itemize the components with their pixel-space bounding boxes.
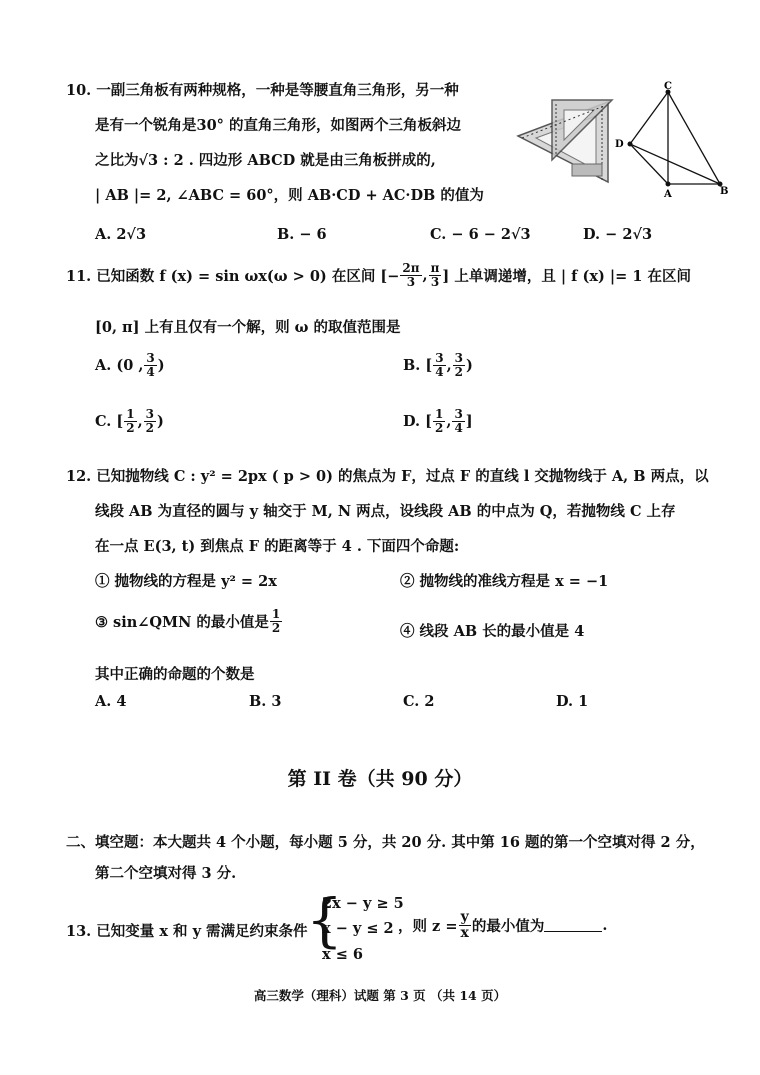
q10-option-d: D. − 2√3 (583, 226, 653, 243)
figure-label-b: B (720, 186, 729, 197)
q12-proposition-4: ④ 线段 AB 长的最小值是 4 (400, 623, 585, 640)
q13-constraint-3: x ≤ 6 (322, 946, 363, 963)
q11-line2: [0, π] 上有且仅有一个解，则 ω 的取值范围是 (95, 319, 401, 336)
q13-brace: { (306, 886, 343, 954)
q12-line1: 12. 已知抛物线 C : y² = 2px ( p > 0) 的焦点为 F，过点 F 的直线 l 交抛物线于 A, B 两点，以 (66, 468, 709, 485)
q10-figure (610, 80, 755, 200)
part2-line2: 第二个空填对得 3 分. (95, 865, 237, 882)
q11-option-a: A. (0 , $\frac{3}{4}$ ) (95, 351, 165, 379)
figure-label-d: D (615, 139, 624, 150)
q12-ask: 其中正确的命题的个数是 (95, 666, 255, 683)
q12-line2: 线段 AB 为直径的圆与 y 轴交于 M, N 两点，设线段 AB 的中点为 Q，若抛物线 C 上存 (95, 503, 676, 520)
q13-answer-blank[interactable] (544, 919, 602, 932)
q11-frac1: $\frac{2\pi}{3}$ (402, 261, 420, 289)
q12-proposition-1: ① 抛物线的方程是 y² = 2x (95, 573, 277, 590)
page-footer: 高三数学（理科）试题 第 3 页 （共 14 页） (253, 988, 507, 1003)
q12-line3: 在一点 E(3, t) 到焦点 F 的距离等于 4 . 下面四个命题: (95, 538, 460, 555)
q11-option-c: C. [ $\frac{1}{2}$ , $\frac{3}{2}$ ) (95, 407, 164, 435)
q12-proposition-3: ③ sin∠QMN 的最小值是 $\frac{1}{2}$ (95, 607, 281, 635)
q12-option-b: B. 3 (249, 693, 282, 710)
q11-line1-a: 11. 已知函数 f (x) = sin ωx(ω > 0) 在区间 [− (66, 267, 400, 285)
q10-line2: 是有一个锐角是30° 的直角三角形，如图两个三角板斜边 (95, 117, 461, 134)
q12-option-a: A. 4 (95, 693, 127, 710)
q13-pre: 13. 已知变量 x 和 y 需满足约束条件 (66, 923, 308, 940)
q12-proposition-2: ② 抛物线的准线方程是 x = −1 (400, 573, 609, 590)
q13-constraint-2: x − y ≤ 2 (322, 920, 394, 937)
q10-line3: 之比为√3 : 2 . 四边形 ABCD 就是由三角板拼成的, (95, 152, 436, 169)
q11-frac2: $\frac{\pi}{3}$ (430, 261, 440, 289)
q10-line4: | AB |= 2, ∠ABC = 60°，则 AB·CD + AC·DB 的值为 (95, 187, 484, 204)
q13-constraint-1: 2x − y ≥ 5 (322, 895, 404, 912)
q10-option-a: A. 2√3 (95, 226, 147, 243)
q10-line1: 10. 一副三角板有两种规格，一种是等腰直角三角形，另一种 (66, 82, 459, 99)
section-title: 第 II 卷（共 90 分） (287, 768, 473, 790)
set-square-photo (512, 94, 617, 188)
q10-option-c: C. − 6 − 2√3 (430, 226, 531, 243)
figure-label-a: A (664, 189, 672, 200)
q11-line1-b: ] 上单调递增，且 | f (x) |= 1 在区间 (442, 267, 691, 285)
q12-option-d: D. 1 (556, 693, 589, 710)
part2-line1: 二、填空题：本大题共 4 个小题，每小题 5 分，共 20 分. 其中第 16 题的第一个空填对得 2 分， (66, 834, 705, 851)
q11-option-b: B. [ $\frac{3}{4}$ , $\frac{3}{2}$ ) (403, 351, 473, 379)
q10-option-b: B. − 6 (277, 226, 327, 243)
q11-line1: 11. 已知函数 f (x) = sin ωx(ω > 0) 在区间 [− $\frac{2\pi}{3}$ , $\frac{\pi}{3}$ ] 上单调递增，且 | f (x) |= 1 在区间 (66, 261, 691, 289)
q13-objective: ，则 z = $\frac{y}{x}$ 的最小值为 . (398, 909, 608, 941)
q11-option-d: D. [ $\frac{1}{2}$ , $\frac{3}{4}$ ] (403, 407, 473, 435)
q12-option-c: C. 2 (403, 693, 435, 710)
figure-label-c: C (664, 81, 672, 92)
